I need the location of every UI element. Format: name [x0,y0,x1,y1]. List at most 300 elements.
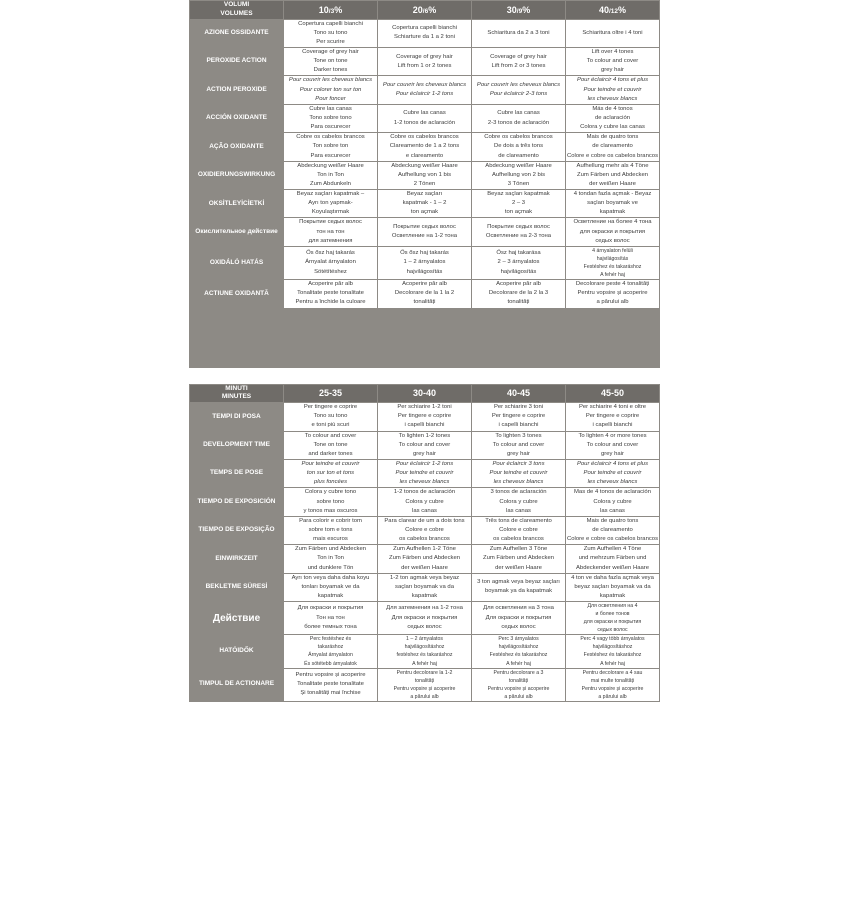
cell-line: de aclaración [594,114,631,121]
cell-line: Colora y cubre [405,498,444,505]
cell-line: Decolorare de la 2 la 3 [488,290,549,297]
row-label-1: TEMPI DI POSA [190,403,284,431]
cell-line: hajvilágosítás [596,255,629,262]
cell-line: Abdeckender weißen Haare [575,564,650,571]
cell-line: Per tingere e coprire [303,404,358,411]
cell-line: Pour éclaircir 1-2 tons [395,91,454,98]
cell-line: седых волос [501,623,536,630]
row-label-5: TIEMPO DE EXPOSIÇÃO [190,516,284,544]
cell-line: Festéshez és takaráshoz [489,652,548,659]
cell-line: Тон на тон [316,614,345,621]
cell-line: Árnyalat árnyalaton [308,652,353,659]
cell-line: Colore e cobre [405,526,444,533]
cell-line: Pour colorer ton sur ton [299,86,362,93]
row-label-7: OKSİTLEYİCİETKİ [190,190,284,218]
cell-line: Для затемнения на 1-2 тона [386,605,463,612]
cell-line: Per schiarire 4 toni e oltre [578,404,647,411]
cell-line: i capelli bianchi [592,422,633,429]
cell-line: Pour éclaircir 2-3 tons [489,91,548,98]
spacer-cell [190,308,660,367]
cell-line: Ton in Ton [317,555,344,562]
table-row [190,668,660,701]
row-label-8: Окислительное действие [190,218,284,246]
cell-line: Colore e cobre os cabelos brancos [566,536,659,543]
cell-line: plus foncées [313,479,348,486]
cell-line: kapatmak - 1 – 2 [402,200,447,207]
cell-line: Schiaritura oltre i 4 toni [582,29,643,36]
cell-line: и более тонов [595,611,630,618]
cell-line: der weißen Haare [589,180,636,187]
cell-line: Mais de quatro tons [586,134,639,141]
tables-root [189,0,657,702]
cell-r2-c3 [472,47,566,75]
cell-line: 2 Tönen [413,180,436,187]
cell-line: És sötétebb árnyalatok [304,660,357,667]
table-gap [189,368,657,384]
cell-line: las canas [506,507,531,514]
cell-line: Zum Aufhellen 1-2 Töne [393,546,456,553]
cell-line: A fehér haj [600,272,625,279]
cell-line: a părului alb [598,693,627,700]
cell-line: Colora y cubre tono [304,489,357,496]
cell-line: 4 ton ve daha fazla açmak veya [571,574,654,581]
cell-line: Beyaz saçları kapatmak – [296,191,365,198]
cell-line: Ős ősz haj takarás [400,250,449,257]
cell-line: Pentru decolorare a 4 sau [582,669,643,676]
cell-line: To lighten 1-2 tones [398,432,451,439]
cell-line: Aufhellung von 1 bis [397,171,452,178]
cell-r3-c2 [378,459,472,487]
cell-line: Pentru decolorare la 1-2 [396,669,453,676]
cell-line: Abdeckung weißer Haare [297,162,364,169]
cell-line: sobre tono [316,498,345,505]
cell-r7-c4 [566,573,660,601]
cell-line: mai multe tonalități [590,677,635,684]
cell-line: Для окраски и покрытия [391,614,458,621]
row-label-2: DEVELOPMENT TIME [190,431,284,459]
cell-line: Pour couvrir les cheveux blancs [476,81,561,88]
column-header-sub: /6 [422,7,429,15]
cell-line: grey hair [507,450,530,457]
cell-line: Cubre las canas [403,110,446,117]
cell-r10-c3 [472,280,566,308]
cell-line: Ayrı ton veya daha daha koyu [291,574,370,581]
cell-r6-c4 [566,161,660,189]
cell-line: седых волос [597,627,628,634]
cell-line: Abdeckung weißer Haare [485,162,552,169]
spacer-row [190,308,660,367]
cell-line: Coverage of grey hair [490,53,547,60]
column-header-2: 30-40 [378,384,472,403]
cell-line: 4 árnyalaton felüli [592,247,633,254]
cell-line: de clareamento [498,152,539,159]
cell-line: Aufhellung von 2 bis [491,171,546,178]
cell-line: Для осветления на 4 [587,603,638,610]
cell-line: Per schiarire 3 toni [493,404,544,411]
cell-line: 1-2 tonos de aclaración [393,489,456,496]
cell-line: i capelli bianchi [498,422,539,429]
table-row [190,488,660,516]
cell-r7-c2 [378,190,472,218]
cell-line: Осветление на более 4 тона [573,219,652,226]
cell-line: beyaz saçları boyamak va da [574,583,651,590]
cell-line: Осветление на 1-2 тона [391,233,458,240]
cell-r10-c2 [378,280,472,308]
cell-line: Pentru vopsire și acoperire [295,671,366,678]
cell-r5-c2 [378,516,472,544]
cell-r9-c2 [378,246,472,279]
cell-line: tonalități [507,299,530,306]
cell-r10-c1 [284,280,378,308]
column-header-sub: /9 [516,7,523,15]
cell-r5-c1 [284,133,378,161]
cell-r6-c4 [566,545,660,573]
header-label-line: VOLUMI [223,1,250,8]
cell-r4-c3 [472,488,566,516]
cell-r6-c2 [378,545,472,573]
cell-line: kapatmak [317,592,344,599]
column-header-4: 45-50 [566,384,660,403]
cell-line: Zum Aufhellen 3 Töne [489,546,548,553]
cell-line: To colour and cover [304,432,357,439]
cell-r4-c2 [378,104,472,132]
cell-r6-c1 [284,161,378,189]
row-label-3: TEMPS DE POSE [190,459,284,487]
cell-line: Copertura capelli bianchi [298,20,363,27]
cell-line: Mas de 4 tonos de aclaración [574,489,651,496]
cell-line: Осветление на 2-3 тона [485,233,552,240]
cell-r7-c3 [472,190,566,218]
cell-r5-c2 [378,133,472,161]
row-label-9: OXIDÁLÓ HATÁS [190,246,284,279]
cell-line: Aufhellung mehr als 4 Töne [576,162,649,169]
cell-line: Cobre os cabelos brancos [390,134,459,141]
cell-line: седых волос [407,623,442,630]
cell-r7-c1 [284,190,378,218]
cell-r1-c4 [566,403,660,431]
cell-line: grey hair [601,67,624,74]
cell-line: Colore e cobre [499,526,538,533]
cell-line: boyamak ya da kapatmak [484,588,553,595]
cell-line: Lift from 1 or 2 tones [397,62,452,69]
cell-line: tonalități [414,677,435,684]
cell-line: der weißen Haare [495,564,542,571]
cell-line: To lighten 3 tones [495,432,542,439]
cell-line: Cubre las canas [309,105,352,112]
cell-line: ton sur ton et tons [306,470,355,477]
cell-line: and darker tones [308,450,353,457]
cell-line: Zum Färben und Abdecken [294,546,367,553]
cell-r2-c3 [472,431,566,459]
cell-r6-c3 [472,545,566,573]
cell-line: Для окраски и покрытия [485,614,552,621]
cell-line: Pentru a închide la culoare [295,299,366,306]
cell-line: grey hair [413,450,436,457]
cell-line: Tono su tono [313,29,348,36]
cell-r8-c1 [284,602,378,635]
cell-line: Lift over 4 tones [591,48,634,55]
cell-r5-c3 [472,516,566,544]
table-row [190,280,660,308]
cell-line: Покрытие седых волос [393,224,456,231]
cell-line: Покрытие седых волос [487,224,550,231]
cell-line: Colore e cobre os cabelos brancos [566,152,659,159]
cell-line: Festéshez és takaráshoz [583,264,642,271]
cell-line: Cobre os cabelos brancos [296,134,365,141]
cell-line: Para clarear de um a dois tons [384,517,465,524]
table-row [190,459,660,487]
cell-line: las canas [412,507,437,514]
cell-line: Coverage of grey hair [396,53,453,60]
cell-line: Для окраски и покрытия [297,605,364,612]
cell-line: e toni più scuri [311,422,350,429]
row-label-6: EINWIRKZEIT [190,545,284,573]
cell-line: 1 – 2 árnyalatos [403,259,446,266]
cell-line: hajvilágosítás [406,268,443,275]
cell-line: Tono sobre tono [309,114,352,121]
table-row [190,19,660,47]
cell-line: Para oscurecer [310,124,351,131]
cell-line: De dois a três tons [493,143,544,150]
cell-line: Colora y cubre [499,498,538,505]
table-row [190,635,660,668]
cell-line: de clareamento [592,143,633,150]
column-header-sub: /12 [608,7,619,15]
cell-line: Ton in Ton [317,171,344,178]
cell-line: Pentru vopsire și acoperire [487,685,550,692]
cell-line: Per tingere e coprire [397,413,452,420]
cell-line: Pour foncer [315,95,346,102]
cell-line: Decolorare peste 4 tonalități [575,281,650,288]
cell-r3-c2 [378,76,472,104]
cell-line: 3 tonos de aclaración [490,489,547,496]
cell-line: de clareamento [592,526,633,533]
cell-r2-c4 [566,47,660,75]
cell-line: To colour and cover [586,441,639,448]
cell-r8-c4 [566,218,660,246]
cell-line: 4 tondan fazla açmak - Beyaz [573,191,652,198]
cell-r2-c2 [378,431,472,459]
cell-line: Pour éclaircir 3 tons [492,460,545,467]
cell-r5-c4 [566,133,660,161]
cell-line: i capelli bianchi [404,422,445,429]
cell-r1-c1 [284,19,378,47]
cell-line: 2 – 3 árnyalatos [497,259,540,266]
cell-line: Decolorare de la 1 la 2 [394,290,455,297]
column-header-sub: /3 [328,7,335,15]
cell-line: Покрытие седых волос [299,219,362,226]
cell-line: Для осветления на 3 тона [483,605,554,612]
header-row [190,1,660,20]
cell-line: A fehér haj [506,660,531,667]
cell-line: Más de 4 tonos [592,105,633,112]
table-row [190,431,660,459]
cell-line: Abdeckung weißer Haare [391,162,458,169]
cell-line: Zum Färben und Abdecken [576,171,649,178]
cell-line: tonları boyamak ve da [301,583,360,590]
cell-line: Zum Färben und Abdecken [388,555,461,562]
cell-line: тон на тон [316,228,345,235]
cell-line: Colora y cubre [593,498,632,505]
cell-line: Perc festéshez és [309,636,352,643]
cell-r9-c2 [378,635,472,668]
cell-r8-c2 [378,602,472,635]
cell-line: e clareamento [405,152,444,159]
cell-r3-c1 [284,459,378,487]
cell-line: для окраски и покрытия [579,228,646,235]
table-row [190,104,660,132]
cell-r5-c1 [284,516,378,544]
cell-line: Ős ősz haj takarás [306,250,355,257]
header-label-line: MINUTES [221,393,252,401]
row-label-4: ACCIÓN OXIDANTE [190,104,284,132]
cell-r3-c3 [472,459,566,487]
cell-line: Beyaz saçları kapatmak [487,191,550,198]
cell-line: les cheveux blancs [493,479,544,486]
cell-r1-c2 [378,19,472,47]
cell-line: Três tons de clareamento [485,517,552,524]
cell-line: Colora y cubre las canas [580,124,645,131]
cell-line: To lighten 4 or more tones [578,432,647,439]
cell-r9-c3 [472,635,566,668]
table-row [190,573,660,601]
cell-line: Pour teindre et couvrir [395,470,454,477]
cell-line: grey hair [601,450,624,457]
cell-line: To colour and cover [492,441,545,448]
cell-line: os cabelos brancos [493,536,544,543]
row-label-10: ACTIUNE OXIDANTĂ [190,280,284,308]
cell-line: Pour éclaircir 1-2 tons [395,460,454,467]
minutes-table [189,384,660,702]
cell-line: os cabelos brancos [399,536,450,543]
row-label-9: HATÓIDŐK [190,635,284,668]
cell-r9-c4 [566,246,660,279]
cell-line: Zum Aufhellen 4 Töne [583,546,642,553]
cell-line: tonalități [508,677,529,684]
row-label-2: PEROXIDE ACTION [190,47,284,75]
cell-r2-c1 [284,431,378,459]
cell-line: Ayrı ton yapmak- [308,200,353,207]
header-label-cell [190,1,284,20]
cell-line: hajvilágosításhoz [592,644,633,651]
cell-line: saçları boyamak ve [587,200,638,207]
cell-line: Tone on tone [313,441,348,448]
cell-r1-c3 [472,403,566,431]
cell-r9-c1 [284,635,378,668]
cell-r2-c1 [284,47,378,75]
cell-line: Clareamento de 1 a 2 tons [389,143,460,150]
cell-line: для затемнения [308,237,353,244]
cell-line: 3 Tönen [507,180,530,187]
cell-line: To colour and cover [586,58,639,65]
cell-line: sobre tom e tons [308,526,353,533]
cell-line: Acoperire păr alb [402,281,447,288]
row-label-5: AÇÃO OXIDANTE [190,133,284,161]
cell-r5-c4 [566,516,660,544]
cell-r9-c3 [472,246,566,279]
cell-line: hajvilágosításhoz [498,644,539,651]
cell-r1-c1 [284,403,378,431]
cell-line: und dunklere Tön [307,564,354,571]
cell-line: A fehér haj [600,660,625,667]
cell-line: Pentru decolorare a 3 [493,669,544,676]
volumes-table [189,0,660,368]
cell-line: kapatmak [599,209,626,216]
cell-line: седых волос [595,237,630,244]
row-label-10: TIMPUL DE ACTIONARE [190,668,284,701]
cell-r3-c1 [284,76,378,104]
table-row [190,161,660,189]
cell-r8-c1 [284,218,378,246]
cell-line: Acoperire păr alb [496,281,541,288]
cell-r10-c3 [472,668,566,701]
cell-r1-c2 [378,403,472,431]
cell-line: 2 – 3 [511,200,526,207]
cell-line: 1-2 tonos de aclaración [393,119,456,126]
cell-line: takaráshoz [317,644,344,651]
cell-r3-c4 [566,76,660,104]
cell-line: A fehér haj [412,660,437,667]
cell-line: les cheveux blancs [587,479,638,486]
cell-r4-c3 [472,104,566,132]
cell-line: der weißen Haare [401,564,448,571]
cell-line: Pour éclaircir 4 tons et plus [576,77,649,84]
header-label-line: VOLUMES [220,9,253,17]
cell-r8-c4 [566,602,660,635]
cell-r10-c4 [566,280,660,308]
cell-line: Pour teindre et couvrir [583,86,642,93]
table-row [190,602,660,635]
cell-line: festéshez és takaráshoz [396,652,453,659]
column-header-2: 20/6% [378,1,472,20]
cell-line: Pour teindre et couvrir [489,470,548,477]
table-row [190,516,660,544]
cell-line: Darker tones [313,67,348,74]
cell-line: Para colorir e cobrir tom [299,517,362,524]
cell-line: tonalități [413,299,436,306]
cell-line: 1 – 2 árnyalatos [406,636,443,643]
cell-line: Copertura capelli bianchi [392,25,457,32]
cell-line: Para escurecer [310,152,351,159]
cell-line: Cubre las canas [497,110,540,117]
cell-line: Árnyalat árnyalaton [305,259,356,266]
cell-line: saçları boyamak va da [395,583,454,590]
cell-line: las canas [600,507,625,514]
cell-line: To colour and cover [398,441,451,448]
row-label-8: Действие [190,602,284,635]
cell-line: y tonos mas oscuros [303,507,358,514]
cell-r4-c2 [378,488,472,516]
row-label-4: TIEMPO DE EXPOSICIÓN [190,488,284,516]
table-row [190,76,660,104]
cell-line: Pour teindre et couvrir [301,460,360,467]
cell-line: более темных тона [304,623,357,630]
cell-line: les cheveux blancs [587,95,638,102]
cell-r7-c3 [472,573,566,601]
cell-r8-c2 [378,218,472,246]
cell-r2-c4 [566,431,660,459]
cell-line: hajvilágosításhoz [404,644,445,651]
cell-line: Pour teindre et couvrir [583,470,642,477]
cell-r8-c3 [472,602,566,635]
cell-r9-c1 [284,246,378,279]
cell-r10-c4 [566,668,660,701]
cell-line: Pentru vopsire și acoperire [577,290,648,297]
cell-r4-c1 [284,104,378,132]
row-label-1: AZIONE OSSIDANTE [190,19,284,47]
cell-line: a părului alb [410,693,439,700]
cell-r7-c1 [284,573,378,601]
